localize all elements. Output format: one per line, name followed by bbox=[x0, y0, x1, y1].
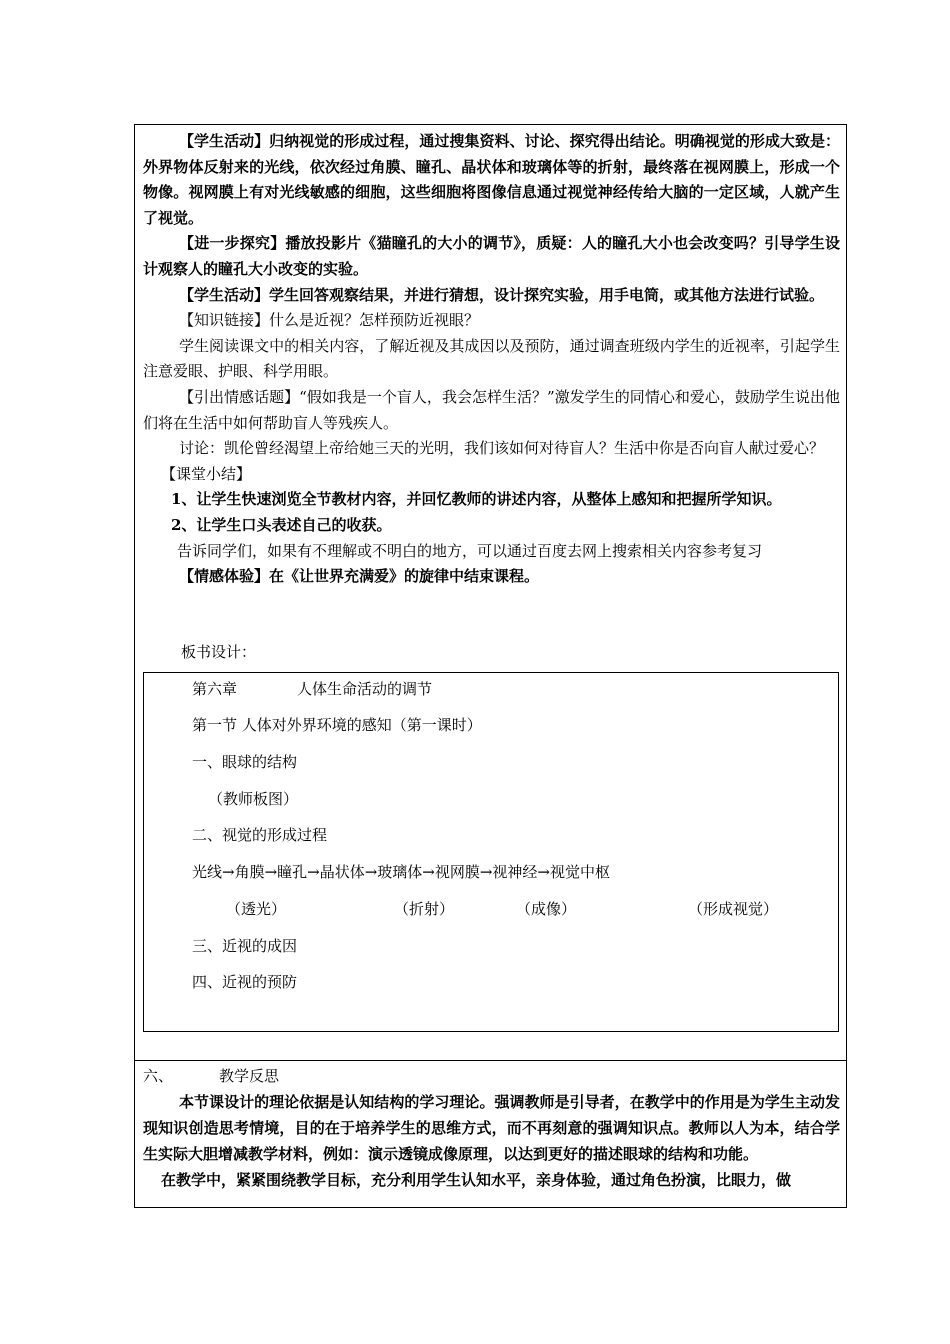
board-heading-myopia-prevention: 四、近视的预防 bbox=[192, 973, 298, 991]
reflection-heading bbox=[143, 1063, 840, 1089]
reflection-number: 六、 bbox=[143, 1067, 174, 1085]
board-heading-vision-process: 二、视觉的形成过程 bbox=[192, 826, 328, 844]
paragraph-reading: 学生阅读课文中的相关内容，了解近视及其成因以及预防，通过调查班级内学生的近视率，引起学生注意爱眼、护眼、科学用眼。 bbox=[143, 336, 840, 381]
board-teacher-drawing-note: （教师板图） bbox=[208, 790, 299, 808]
paragraph-knowledge-link: 【知识链接】什么是近视？怎样预防近视眼？ bbox=[179, 311, 480, 330]
board-step-label: （透光） bbox=[226, 900, 287, 918]
teaching-process-section bbox=[143, 129, 840, 590]
reflection-title: 教学反思 bbox=[219, 1067, 280, 1085]
reflection-paragraph-1: 本节课设计的理论依据是认知结构的学习理论。强调教师是引导者，在教学中的作用是为学生主动发现知识创造思考情境，目的在于培养学生的思维方式，而不再刻意的强调知识点。教师以人为本，结合学生实际大胆增减教学材料，例如：演示透镜成像原理，以达到更好的描述眼球的结构和功能。 bbox=[143, 1093, 840, 1163]
board-heading-myopia-cause: 三、近视的成因 bbox=[192, 937, 298, 955]
paragraph-further-inquiry: 【进一步探究】播放投影片《猫瞳孔的大小的调节》，质疑：人的瞳孔大小也会改变吗？引导学生设计观察人的瞳孔大小改变的实验。 bbox=[143, 234, 840, 278]
paragraph-summary-heading: 【课堂小结】 bbox=[161, 464, 252, 483]
blackboard-design-box bbox=[143, 672, 839, 1032]
paragraph-tell-students: 告诉同学们，如果有不理解或不明白的地方，可以通过百度去网上搜索相关内容参考复习 bbox=[177, 541, 763, 560]
summary-item-2: 2、让学生口头表述自己的收获。 bbox=[171, 515, 392, 534]
board-section-title: 第一节 人体对外界环境的感知（第一课时） bbox=[192, 716, 482, 734]
board-chapter-number: 第六章 bbox=[192, 680, 238, 698]
board-heading-eye-structure: 一、眼球的结构 bbox=[192, 753, 298, 771]
blackboard-design-label: 板书设计： bbox=[181, 643, 257, 661]
paragraph-student-activity-1: 【学生活动】归纳视觉的形成过程，通过搜集资料、讨论、探究得出结论。明确视觉的形成大致是：外界物体反射来的光线，依次经过角膜、瞳孔、晶状体和玻璃体等的折射，最终落在视网膜上，形成一个物像。视网膜上有对光线敏感的细胞，这些细胞将图像信息通过视觉神经传给大脑的一定区域，人就产生了视觉。 bbox=[143, 132, 840, 227]
row-divider bbox=[135, 1060, 846, 1061]
reflection-paragraph-2: 在教学中，紧紧围绕教学目标，充分利用学生认知水平，亲身体验，通过角色扮演，比眼力，做 bbox=[161, 1171, 792, 1189]
board-chapter-title: 人体生命活动的调节 bbox=[297, 680, 433, 698]
board-vision-flow: 光线→角膜→瞳孔→晶状体→玻璃体→视网膜→视神经→视觉中枢 bbox=[192, 863, 610, 881]
lesson-table bbox=[134, 124, 847, 1208]
paragraph-emotion-topic: 【引出情感话题】“假如我是一个盲人，我会怎样生活？”激发学生的同情心和爱心，鼓励学生说出他们将在生活中如何帮助盲人等残疾人。 bbox=[143, 387, 840, 432]
summary-item-1: 1、让学生快速浏览全节教材内容，并回忆教师的讲述内容，从整体上感知和把握所学知识。 bbox=[171, 490, 782, 509]
paragraph-student-activity-2: 【学生活动】学生回答观察结果，并进行猜想，设计探究实验，用手电筒，或其他方法进行试验。 bbox=[179, 285, 825, 304]
board-step-label: （成像） bbox=[516, 900, 577, 918]
board-step-label: （折射） bbox=[394, 900, 455, 918]
board-step-label: （形成视觉） bbox=[688, 900, 779, 918]
board-chapter-line bbox=[192, 678, 432, 699]
teaching-reflection-section bbox=[143, 1063, 840, 1193]
paragraph-discussion: 讨论：凯伦曾经渴望上帝给她三天的光明，我们该如何对待盲人？生活中你是否向盲人献过爱心？ bbox=[179, 439, 825, 458]
paragraph-emotion-experience: 【情感体验】在《让世界充满爱》的旋律中结束课程。 bbox=[179, 567, 540, 586]
